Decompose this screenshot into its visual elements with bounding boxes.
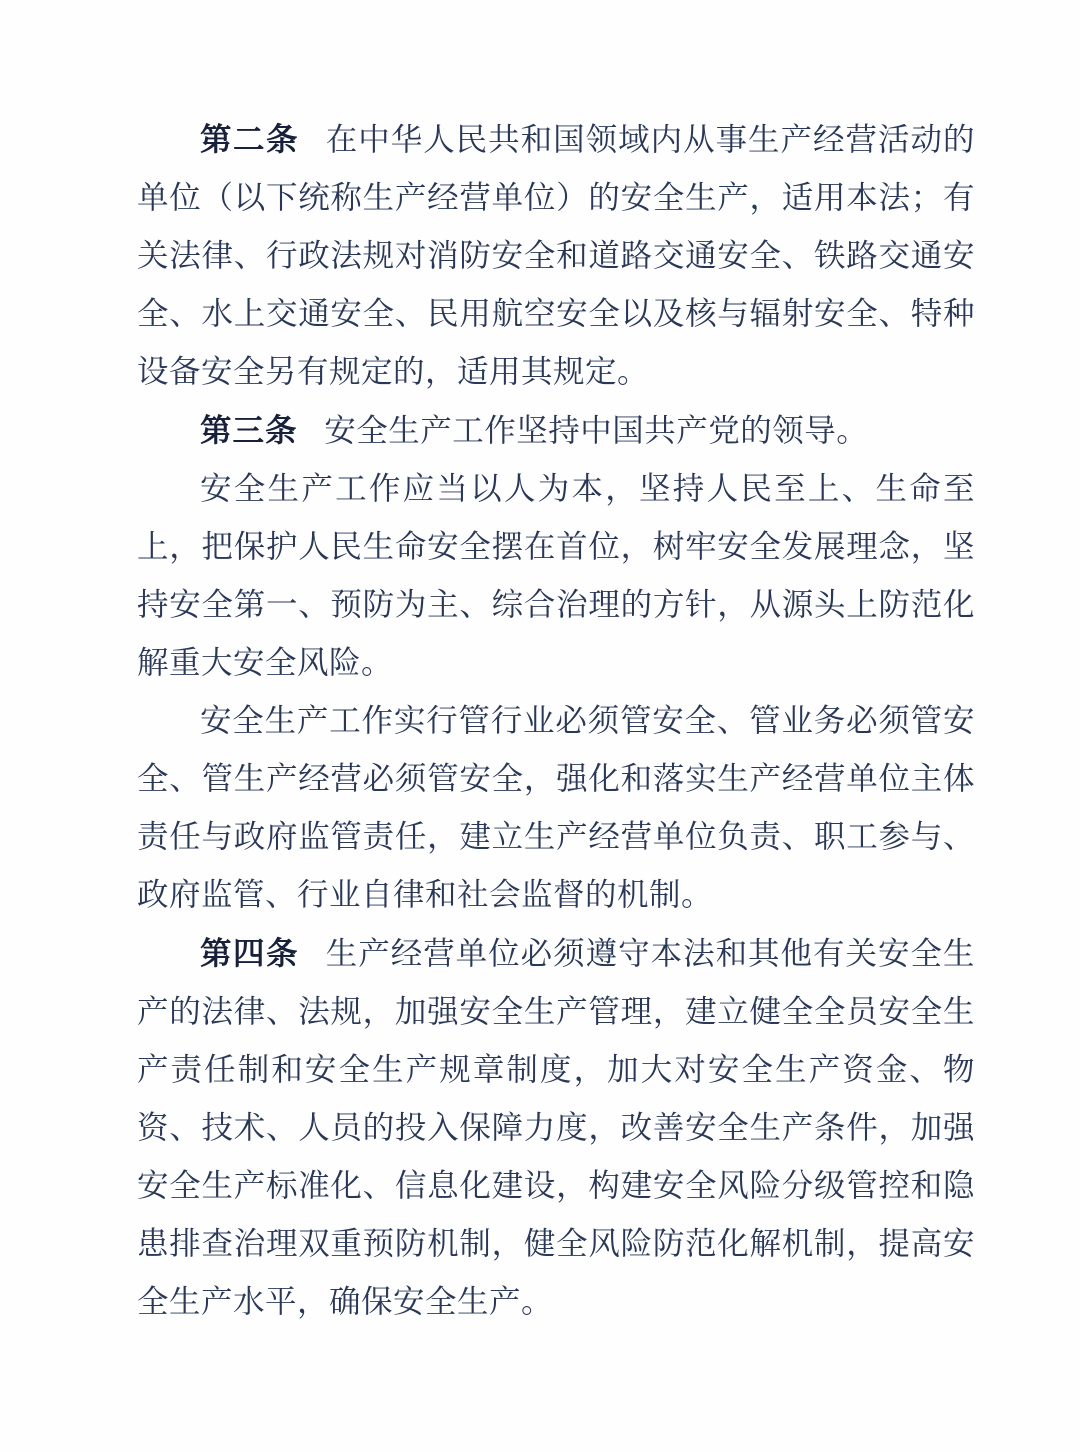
law-text-body [137,110,975,1331]
article-number: 第三条 [200,412,298,448]
article-number: 第四条 [200,935,299,971]
paragraph-text: 生产经营单位必须遵守本法和其他有关安全生产的法律、法规，加强安全生产管理，建立健全全员安全生产责任制和安全生产规章制度，加大对安全生产资金、物资、技术、人员的投入保障力度，改善安全生产条件，加强安全生产标准化、信息化建设，构建安全风险分级管控和隐患排查治理双重预防机制，健全风险防范化解机制，提高安全生产水平，确保安全生产。 [137,936,975,1319]
paragraph-text: 安全生产工作实行管行业必须管安全、管业务必须管安全、管生产经营必须管安全，强化和落实生产经营单位主体责任与政府监管责任，建立生产经营单位负责、职工参与、政府监管、行业自律和社会监督的机制。 [137,703,975,912]
paragraph-article-3-clause-2 [137,460,975,692]
paragraph-article-2 [137,110,975,401]
paragraph-text: 安全生产工作坚持中国共产党的领导。 [324,413,869,448]
paragraph-article-3 [137,401,975,460]
article-number: 第二条 [200,121,299,157]
paragraph-text: 在中华人民共和国领域内从事生产经营活动的单位（以下统称生产经营单位）的安全生产，适用本法；有关法律、行政法规对消防安全和道路交通安全、铁路交通安全、水上交通安全、民用航空安全以及核与辐射安全、特种设备安全另有规定的，适用其规定。 [137,122,975,389]
paragraph-article-4 [137,924,975,1331]
paragraph-text: 安全生产工作应当以人为本，坚持人民至上、生命至上，把保护人民生命安全摆在首位，树牢安全发展理念，坚持安全第一、预防为主、综合治理的方针，从源头上防范化解重大安全风险。 [137,471,975,680]
paragraph-article-3-clause-3 [137,692,975,924]
